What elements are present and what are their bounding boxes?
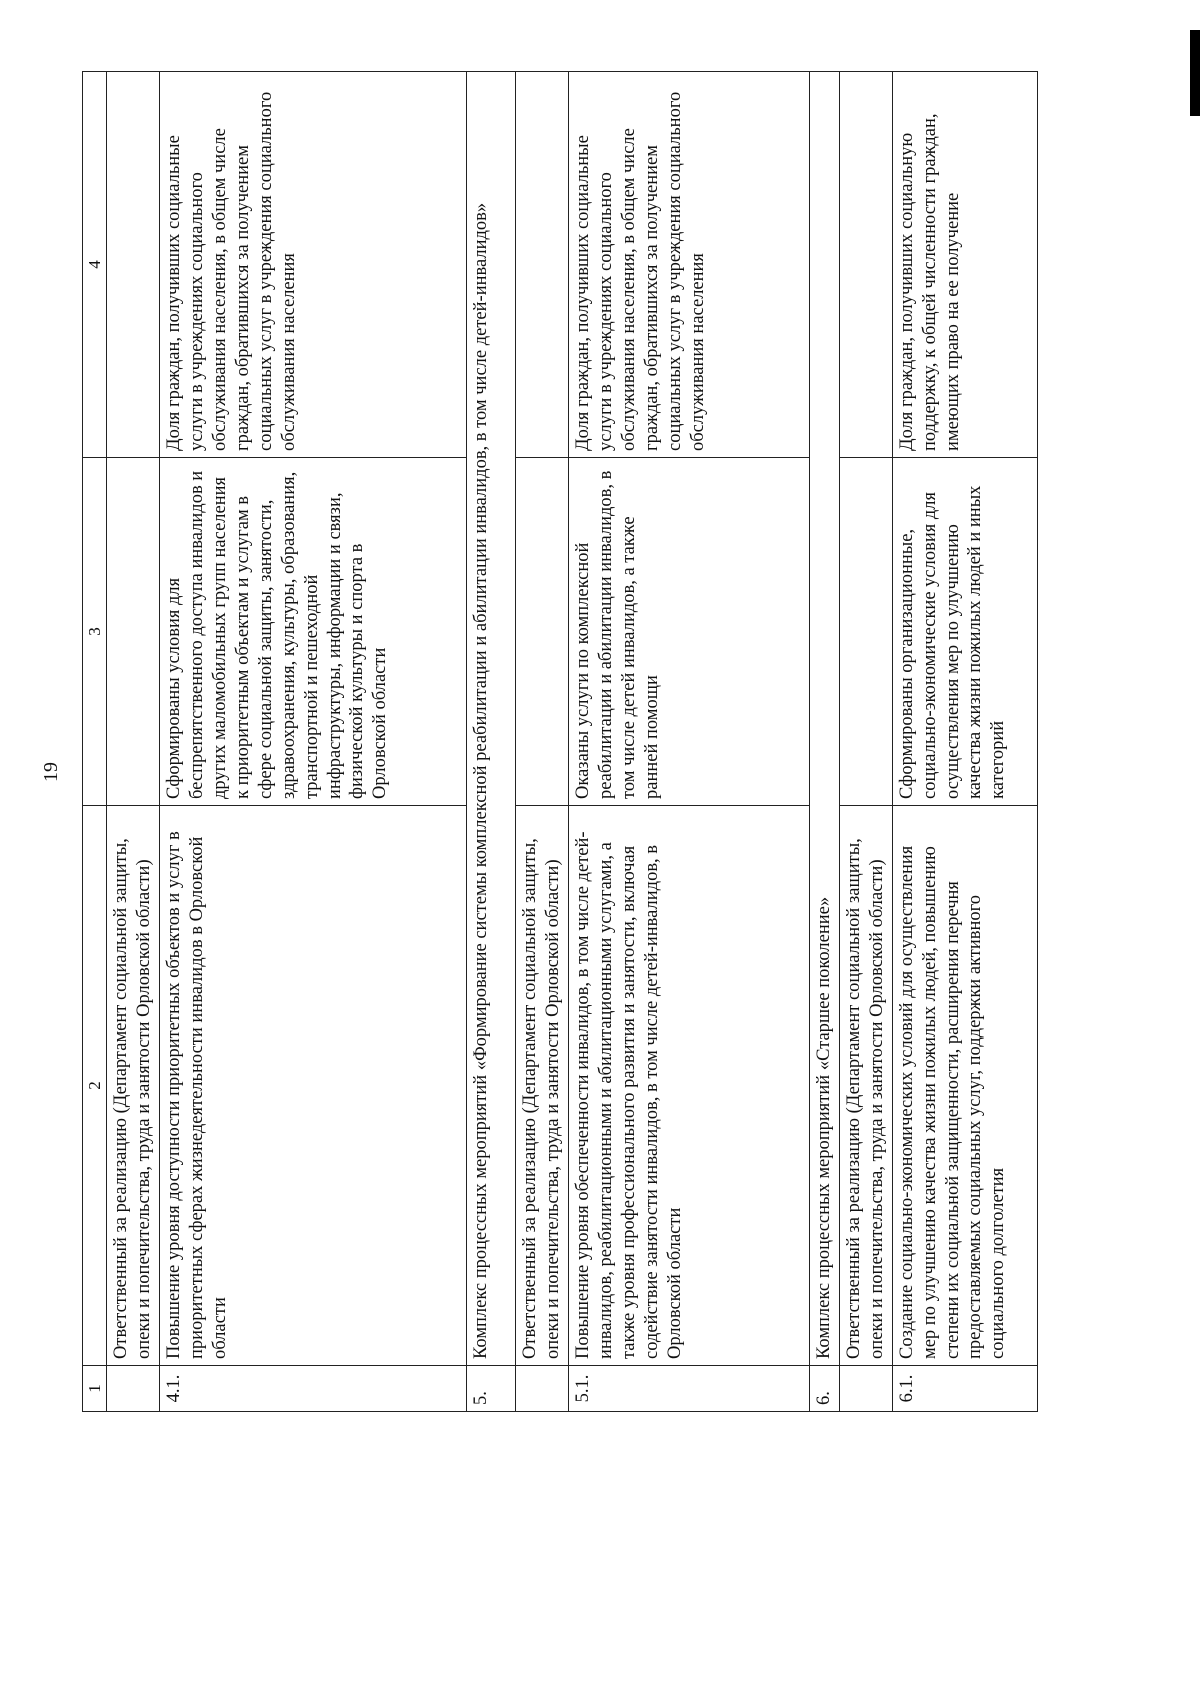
section-title: Комплекс процессных мероприятий «Старшее поколение»: [809, 72, 839, 1366]
measures-table: [82, 71, 1038, 1412]
empty-cell: [107, 72, 160, 458]
indicator-text: Доля граждан, получивших социальные услуги в учреждениях социального обслуживания населения, в общем числе граждан, обратившихся за получением социальных услуг в учреждения социального обслуживания населения: [159, 72, 466, 458]
empty-cell: [515, 72, 568, 458]
row-number: 6.1.: [892, 1366, 1037, 1412]
responsible-row-4: [107, 72, 160, 1412]
task-text: Повышение уровня доступности приоритетных объектов и услуг в приоритетных сферах жизнедеятельности инвалидов в Орловской области: [159, 806, 466, 1366]
effect-text: Оказаны услуги по комплексной реабилитации и абилитации инвалидов, в том числе детей инвалидов, а также ранней помощи: [568, 458, 809, 806]
effect-text: Сформированы условия для беспрепятственного доступа инвалидов и других маломобильных групп населения к приоритетным объектам и услугам в сфере социальной защиты, занятости, здравоохранения, культуры, образования, транспортной и пешеходной инфраструктуры, информации и связи, физической культуры и спорта в Орловской области: [159, 458, 466, 806]
column-header-1: 1: [83, 1366, 107, 1412]
page-number: 19: [40, 762, 62, 782]
empty-cell: [839, 1366, 892, 1412]
empty-cell: [107, 1366, 160, 1412]
effect-text: Сформированы организационные, социально-экономические условия для осуществления мер по улучшению качества жизни пожилых людей и иных категорий: [892, 458, 1037, 806]
section-number: 5.: [466, 1366, 515, 1412]
empty-cell: [515, 1366, 568, 1412]
responsible-text: Ответственный за реализацию (Департамент социальной защиты, опеки и попечительства, труда и занятости Орловской области): [839, 806, 892, 1366]
task-row-6-1: [892, 72, 1037, 1412]
empty-cell: [839, 72, 892, 458]
column-header-4: 4: [83, 72, 107, 458]
column-header-3: 3: [83, 458, 107, 806]
responsible-row-5: [515, 72, 568, 1412]
empty-cell: [839, 458, 892, 806]
scan-edge-mark: [1190, 30, 1200, 116]
row-number: 4.1.: [159, 1366, 466, 1412]
section-row-6: [809, 72, 839, 1412]
indicator-text: Доля граждан, получивших социальную поддержку, к общей численности граждан, имеющих право на ее получение: [892, 72, 1037, 458]
task-text: Повышение уровня обеспеченности инвалидов, в том числе детей-инвалидов, реабилитационными и абилитационными услугами, а также уровня профессионального развития и занятости, включая содействие занятости инвалидов, в том числе детей-инвалидов, в Орловской области: [568, 806, 809, 1366]
column-header-2: 2: [83, 806, 107, 1366]
indicator-text: Доля граждан, получивших социальные услуги в учреждениях социального обслуживания населения, в общем числе граждан, обратившихся за получением социальных услуг в учреждения социального обслуживания населения: [568, 72, 809, 458]
responsible-text: Ответственный за реализацию (Департамент социальной защиты, опеки и попечительства, труда и занятости Орловской области): [107, 806, 160, 1366]
rotated-document-page: [40, 62, 1155, 1472]
task-row-4-1: [159, 72, 466, 1412]
section-number: 6.: [809, 1366, 839, 1412]
row-number: 5.1.: [568, 1366, 809, 1412]
responsible-text: Ответственный за реализацию (Департамент социальной защиты, опеки и попечительства, труда и занятости Орловской области): [515, 806, 568, 1366]
empty-cell: [515, 458, 568, 806]
header-row: [83, 72, 107, 1412]
task-text: Создание социально-экономических условий для осуществления мер по улучшению качества жизни пожилых людей, повышению степени их социальной защищенности, расширения перечня предоставляемых социальных услуг, поддержки активного социального долголетия: [892, 806, 1037, 1366]
section-title: Комплекс процессных мероприятий «Формирование системы комплексной реабилитации и абилитации инвалидов, в том числе детей-инвалидов»: [466, 72, 515, 1366]
responsible-row-6: [839, 72, 892, 1412]
task-row-5-1: [568, 72, 809, 1412]
empty-cell: [107, 458, 160, 806]
section-row-5: [466, 72, 515, 1412]
